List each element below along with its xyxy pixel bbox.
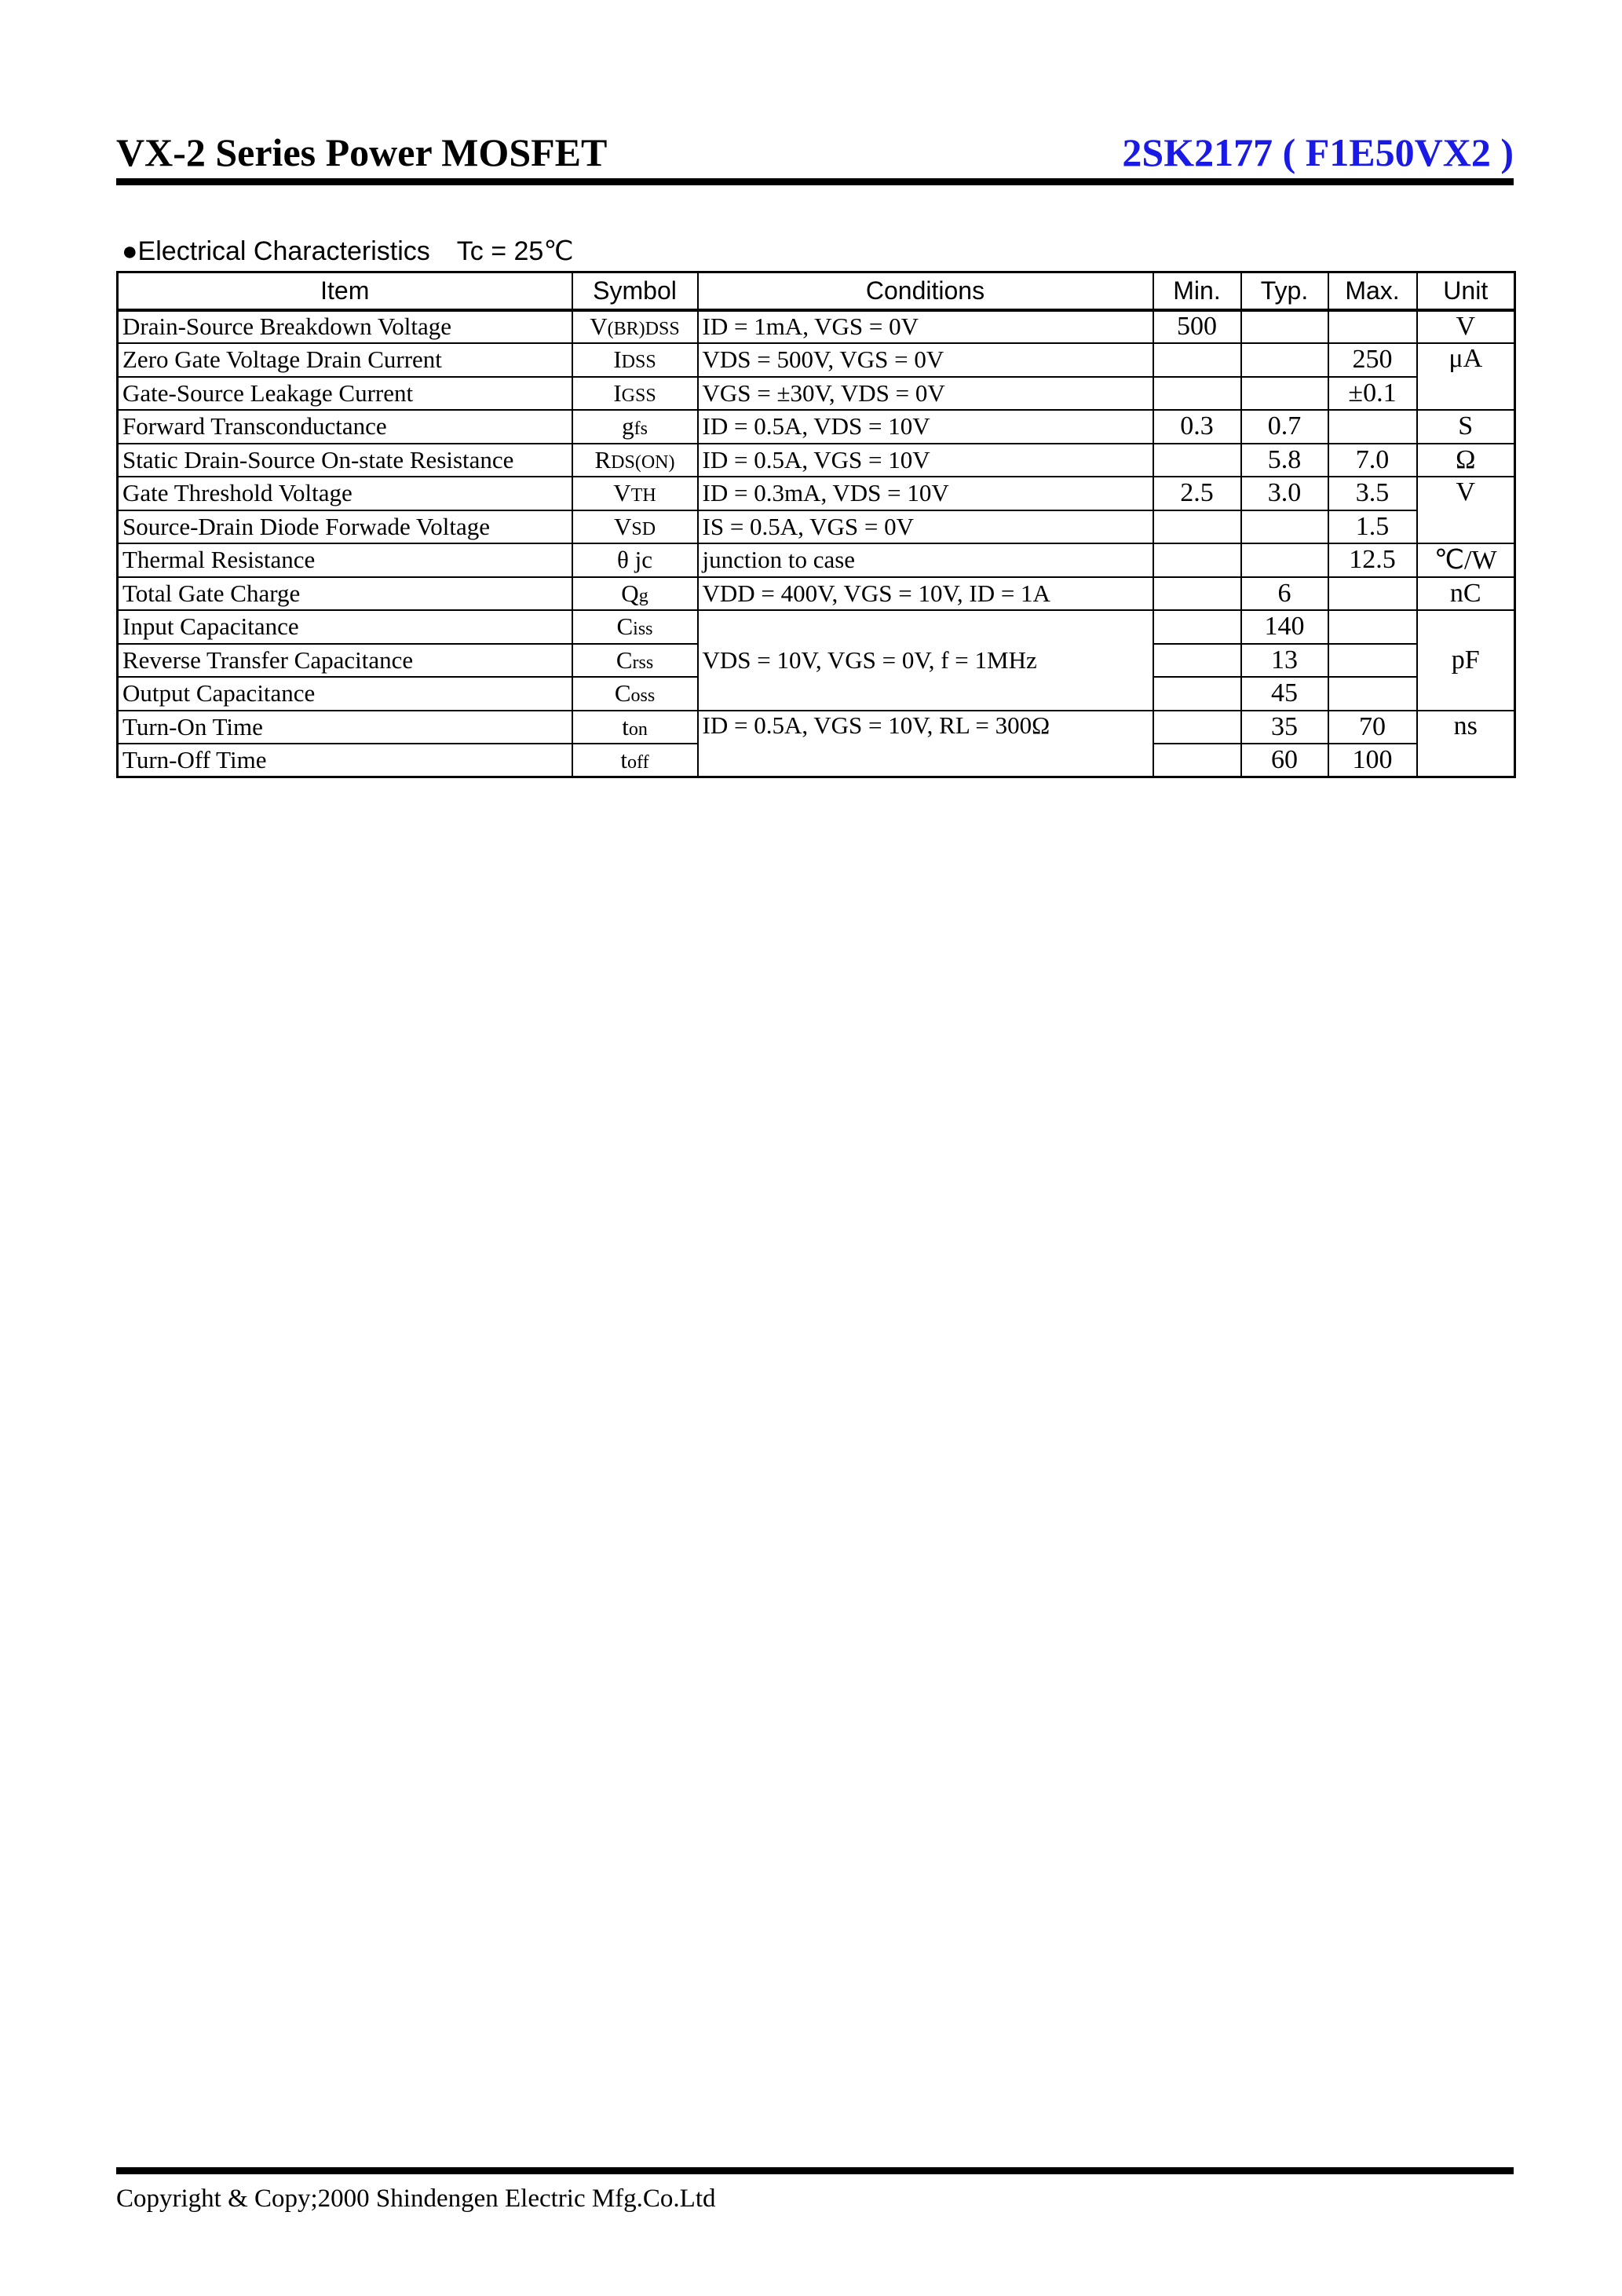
min-cell (1153, 577, 1241, 611)
unit-cell: S (1417, 410, 1515, 444)
conditions-cell: VGS = ±30V, VDS = 0V (698, 377, 1153, 411)
header-typ: Typ. (1241, 272, 1328, 310)
table-row (118, 510, 1515, 544)
header-rule (116, 178, 1514, 185)
symbol-cell: Qg (572, 577, 698, 611)
typ-cell: 45 (1241, 677, 1328, 711)
typ-cell: 0.7 (1241, 410, 1328, 444)
conditions-cell: ID = 1mA, VGS = 0V (698, 310, 1153, 344)
unit-cell: nC (1417, 577, 1515, 611)
typ-cell: 60 (1241, 744, 1328, 777)
table-row (118, 711, 1515, 744)
typ-cell: 140 (1241, 610, 1328, 644)
series-title: VX-2 Series Power MOSFET (116, 130, 608, 174)
header-max: Max. (1328, 272, 1417, 310)
header-unit: Unit (1417, 272, 1515, 310)
min-cell (1153, 677, 1241, 711)
min-cell: 2.5 (1153, 477, 1241, 510)
section-title-text: Electrical Characteristics (137, 236, 430, 266)
symbol-cell: RDS(ON) (572, 444, 698, 477)
bullet-icon: ● (122, 236, 138, 266)
min-cell (1153, 510, 1241, 544)
typ-cell (1241, 377, 1328, 411)
min-cell (1153, 711, 1241, 744)
min-cell (1153, 444, 1241, 477)
max-cell: 250 (1328, 343, 1417, 377)
min-cell (1153, 744, 1241, 777)
item-cell: Turn-On Time (118, 711, 572, 744)
item-cell: Input Capacitance (118, 610, 572, 644)
item-cell: Forward Transconductance (118, 410, 572, 444)
item-cell: Reverse Transfer Capacitance (118, 644, 572, 678)
unit-cell: V (1417, 310, 1515, 344)
conditions-cell: ID = 0.3mA, VDS = 10V (698, 477, 1153, 510)
table-row (118, 377, 1515, 411)
symbol-cell: V(BR)DSS (572, 310, 698, 344)
item-cell: Source-Drain Diode Forwade Voltage (118, 510, 572, 544)
max-cell: 100 (1328, 744, 1417, 777)
item-cell: Thermal Resistance (118, 543, 572, 577)
unit-cell: ns (1417, 711, 1515, 777)
item-cell: Turn-Off Time (118, 744, 572, 777)
max-cell: 7.0 (1328, 444, 1417, 477)
unit-cell: μA (1417, 343, 1515, 410)
conditions-cell: VDD = 400V, VGS = 10V, ID = 1A (698, 577, 1153, 611)
unit-cell: ℃/W (1417, 543, 1515, 577)
min-cell: 500 (1153, 310, 1241, 344)
unit-cell: V (1417, 477, 1515, 543)
table-row (118, 310, 1515, 344)
symbol-cell: Crss (572, 644, 698, 678)
max-cell (1328, 577, 1417, 611)
max-cell (1328, 610, 1417, 644)
header-symbol: Symbol (572, 272, 698, 310)
max-cell: 70 (1328, 711, 1417, 744)
symbol-cell: IGSS (572, 377, 698, 411)
table-row (118, 410, 1515, 444)
symbol-cell: IDSS (572, 343, 698, 377)
electrical-characteristics-table (116, 271, 1516, 778)
min-cell (1153, 543, 1241, 577)
symbol-cell: VSD (572, 510, 698, 544)
item-cell: Gate-Source Leakage Current (118, 377, 572, 411)
table-row (118, 477, 1515, 510)
header-item: Item (118, 272, 572, 310)
item-cell: Total Gate Charge (118, 577, 572, 611)
conditions-cell: ID = 0.5A, VDS = 10V (698, 410, 1153, 444)
item-cell: Gate Threshold Voltage (118, 477, 572, 510)
page-header (116, 122, 1514, 185)
max-cell: 3.5 (1328, 477, 1417, 510)
conditions-cell: ID = 0.5A, VGS = 10V, RL = 300Ω (698, 711, 1153, 777)
typ-cell (1241, 310, 1328, 344)
table-row (118, 444, 1515, 477)
max-cell (1328, 644, 1417, 678)
max-cell (1328, 677, 1417, 711)
typ-cell: 3.0 (1241, 477, 1328, 510)
symbol-cell: VTH (572, 477, 698, 510)
min-cell: 0.3 (1153, 410, 1241, 444)
conditions-cell: VDS = 500V, VGS = 0V (698, 343, 1153, 377)
unit-cell: Ω (1417, 444, 1515, 477)
header-conditions: Conditions (698, 272, 1153, 310)
conditions-cell: VDS = 10V, VGS = 0V, f = 1MHz (698, 610, 1153, 711)
section-title (122, 236, 574, 267)
table-row (118, 543, 1515, 577)
header-min: Min. (1153, 272, 1241, 310)
symbol-cell: ton (572, 711, 698, 744)
copyright-footer: Copyright & Copy;2000 Shindengen Electric Mfg.Co.Ltd (116, 2184, 716, 2213)
typ-cell: 35 (1241, 711, 1328, 744)
max-cell (1328, 310, 1417, 344)
max-cell: 1.5 (1328, 510, 1417, 544)
table-header-row (118, 272, 1515, 310)
max-cell (1328, 410, 1417, 444)
table-row (118, 343, 1515, 377)
typ-cell: 13 (1241, 644, 1328, 678)
min-cell (1153, 610, 1241, 644)
unit-cell: pF (1417, 610, 1515, 711)
conditions-cell: IS = 0.5A, VGS = 0V (698, 510, 1153, 544)
min-cell (1153, 377, 1241, 411)
table-row (118, 610, 1515, 644)
section-condition: Tc = 25℃ (456, 236, 574, 266)
typ-cell (1241, 343, 1328, 377)
footer-rule (116, 2167, 1514, 2174)
min-cell (1153, 644, 1241, 678)
table-row (118, 577, 1515, 611)
symbol-cell: toff (572, 744, 698, 777)
symbol-cell: gfs (572, 410, 698, 444)
typ-cell (1241, 510, 1328, 544)
part-number-title: 2SK2177 ( F1E50VX2 ) (1122, 130, 1514, 174)
symbol-cell: Ciss (572, 610, 698, 644)
max-cell: ±0.1 (1328, 377, 1417, 411)
typ-cell (1241, 543, 1328, 577)
symbol-cell: θ jc (572, 543, 698, 577)
item-cell: Drain-Source Breakdown Voltage (118, 310, 572, 344)
typ-cell: 5.8 (1241, 444, 1328, 477)
item-cell: Output Capacitance (118, 677, 572, 711)
conditions-cell: junction to case (698, 543, 1153, 577)
item-cell: Static Drain-Source On-state Resistance (118, 444, 572, 477)
typ-cell: 6 (1241, 577, 1328, 611)
conditions-cell: ID = 0.5A, VGS = 10V (698, 444, 1153, 477)
min-cell (1153, 343, 1241, 377)
item-cell: Zero Gate Voltage Drain Current (118, 343, 572, 377)
symbol-cell: Coss (572, 677, 698, 711)
max-cell: 12.5 (1328, 543, 1417, 577)
